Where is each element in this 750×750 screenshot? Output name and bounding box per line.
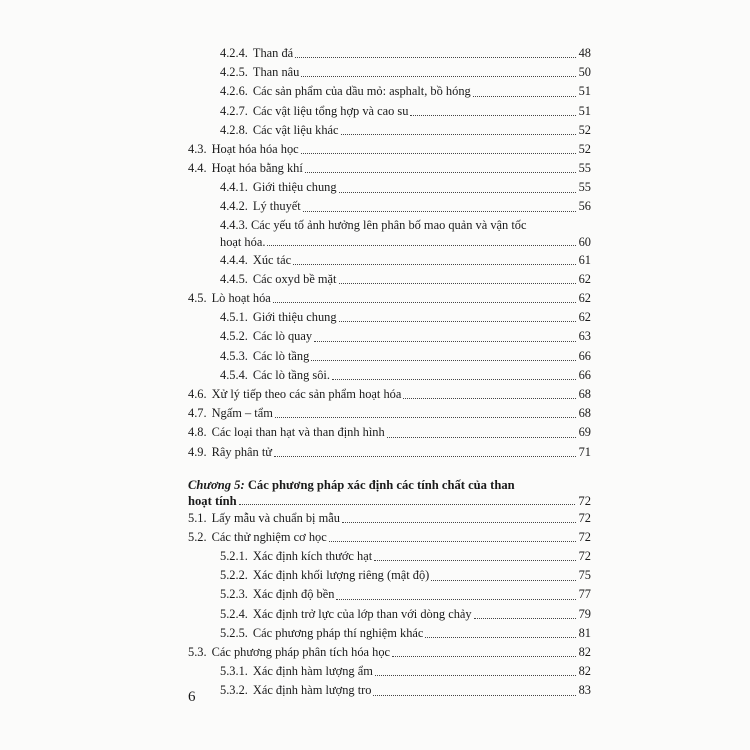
toc-entry-multiline (188, 217, 591, 251)
dot-leader (403, 398, 575, 399)
toc-entry-number: 4.8. (188, 425, 207, 440)
toc-entry-number: 4.4.4. (220, 252, 248, 267)
toc-entry-number: 4.6. (188, 386, 207, 401)
dot-leader (373, 695, 575, 696)
dot-leader (387, 437, 576, 438)
toc-entry-number: 4.2.8. (220, 122, 248, 137)
toc-entry-number: 5.2.1. (220, 549, 248, 564)
toc-entry-page: 66 (578, 367, 591, 382)
dot-leader (374, 560, 575, 561)
toc-entry-number: 4.4.2. (220, 199, 248, 214)
toc-entry-title-cont: hoạt hóa. (220, 234, 266, 249)
chapter-page: 72 (578, 493, 591, 508)
toc-entry-page: 55 (578, 161, 591, 176)
dot-leader (267, 245, 575, 246)
toc-entry-title: Các thử nghiệm cơ học (211, 529, 327, 544)
dot-leader (342, 522, 576, 523)
toc-entry-page: 52 (578, 141, 591, 156)
toc-group-b (188, 251, 591, 462)
toc-entry-page: 82 (578, 645, 591, 660)
toc-entry (188, 289, 591, 308)
table-of-contents (188, 44, 591, 701)
dot-leader (293, 264, 576, 265)
toc-entry-title: Xác định trở lực của lớp than với dòng chảy (252, 606, 472, 621)
toc-entry (188, 385, 591, 404)
toc-entry-page: 62 (578, 291, 591, 306)
toc-entry-title: Lý thuyết (252, 199, 301, 214)
toc-entry-number: 4.3. (188, 141, 207, 156)
toc-entry (188, 404, 591, 423)
toc-entry (188, 178, 591, 197)
toc-entry-page: 51 (578, 103, 591, 118)
toc-entry-number: 5.2.4. (220, 606, 248, 621)
toc-entry (188, 140, 591, 159)
toc-entry-page: 56 (578, 199, 591, 214)
toc-entry-number: 4.7. (188, 406, 207, 421)
toc-entry-line2 (220, 234, 591, 251)
toc-entry-title: Xác định hàm lượng tro (252, 683, 372, 698)
toc-entry-page: 72 (578, 529, 591, 544)
toc-entry-title: Than đá (252, 45, 294, 60)
toc-entry-title: Xác định độ bền (252, 587, 335, 602)
toc-entry-page: 60 (578, 234, 591, 249)
toc-entry (188, 566, 591, 585)
toc-entry-title: Các vật liệu tổng hợp và cao su (252, 103, 409, 118)
dot-leader (339, 321, 576, 322)
toc-entry (188, 308, 591, 327)
toc-entry-title: Xúc tác (252, 252, 292, 267)
dot-leader (425, 637, 575, 638)
toc-entry (188, 547, 591, 566)
toc-entry-number: 5.3. (188, 645, 207, 660)
toc-entry-title: Giới thiệu chung (252, 180, 337, 195)
toc-entry (188, 63, 591, 82)
toc-entry (188, 423, 591, 442)
dot-leader (275, 417, 576, 418)
toc-entry-title: Than nâu (252, 65, 300, 80)
toc-entry (188, 509, 591, 528)
dot-leader (339, 283, 576, 284)
dot-leader (305, 172, 576, 173)
toc-entry-page: 83 (578, 683, 591, 698)
toc-entry-page: 72 (578, 510, 591, 525)
toc-entry-number: 4.2.5. (220, 65, 248, 80)
toc-entry-page: 66 (578, 348, 591, 363)
toc-entry-title: Các lò quay (252, 329, 313, 344)
toc-entry-number: 5.3.1. (220, 664, 248, 679)
dot-leader (301, 76, 575, 77)
dot-leader (301, 153, 576, 154)
dot-leader (311, 360, 575, 361)
chapter-title-cont: hoạt tính (188, 493, 237, 508)
dot-leader (336, 599, 575, 600)
toc-entry-title: Các loại than hạt và than định hình (211, 425, 385, 440)
chapter-heading-line2 (188, 493, 591, 509)
toc-entry-page: 52 (578, 122, 591, 137)
toc-entry-title: Các sản phẩm của dầu mỏ: asphalt, bồ hóng (252, 84, 471, 99)
toc-entry-title: Các oxyd bề mặt (252, 271, 337, 286)
toc-entry-number: 4.4. (188, 161, 207, 176)
toc-entry-title: Các yếu tố ảnh hưởng lên phân bố mao quản và vận tốc (251, 217, 527, 232)
toc-entry-title: Giới thiệu chung (252, 310, 337, 325)
toc-entry (188, 586, 591, 605)
toc-entry-title: Xác định kích thước hạt (252, 549, 373, 564)
chapter-heading (188, 477, 591, 509)
dot-leader (473, 96, 576, 97)
toc-entry-page: 51 (578, 84, 591, 99)
dot-leader (314, 341, 576, 342)
chapter-heading-line1 (188, 477, 591, 493)
dot-leader (329, 541, 576, 542)
toc-entry (188, 251, 591, 270)
toc-entry (188, 102, 591, 121)
toc-entry-number: 4.5.4. (220, 367, 248, 382)
toc-entry-page: 62 (578, 310, 591, 325)
toc-group-a (188, 44, 591, 217)
toc-entry (188, 198, 591, 217)
toc-entry-page: 63 (578, 329, 591, 344)
dot-leader (339, 192, 576, 193)
toc-entry-number: 4.4.1. (220, 180, 248, 195)
toc-entry (188, 121, 591, 140)
dot-leader (341, 134, 576, 135)
toc-entry (188, 347, 591, 366)
toc-entry-page: 72 (578, 549, 591, 564)
toc-entry-title: Các vật liệu khác (252, 122, 339, 137)
dot-leader (474, 618, 576, 619)
toc-entry-title: Xử lý tiếp theo các sản phẩm hoạt hóa (211, 386, 402, 401)
toc-entry-page: 50 (578, 65, 591, 80)
toc-entry (188, 366, 591, 385)
toc-entry-number: 5.2.3. (220, 587, 248, 602)
dot-leader (239, 504, 576, 505)
toc-entry-title: Các phương pháp thí nghiệm khác (252, 625, 424, 640)
toc-entry-title: Hoạt hóa hóa học (211, 141, 299, 156)
toc-entry-title: Ngấm – tẩm (211, 406, 273, 421)
toc-entry-title: Lò hoạt hóa (211, 291, 271, 306)
toc-entry-page: 79 (578, 606, 591, 621)
toc-entry-number: 4.4.5. (220, 271, 248, 286)
toc-entry-number: 5.3.2. (220, 683, 248, 698)
toc-entry-page: 68 (578, 406, 591, 421)
toc-entry-title: Các lò tầng sôi. (252, 367, 330, 382)
toc-entry-number: 5.1. (188, 510, 207, 525)
chapter-label: Chương 5: (188, 477, 245, 492)
chapter-title: Các phương pháp xác định các tính chất của than (247, 477, 515, 492)
toc-entry (188, 681, 591, 700)
toc-entry-page: 77 (578, 587, 591, 602)
dot-leader (295, 57, 575, 58)
toc-entry-number: 5.2.2. (220, 568, 248, 583)
dot-leader (273, 302, 576, 303)
toc-entry (188, 662, 591, 681)
toc-entry-number: 4.5. (188, 291, 207, 306)
toc-entry (188, 643, 591, 662)
toc-entry-number: 5.2.5. (220, 625, 248, 640)
toc-entry (188, 82, 591, 101)
toc-entry-title: Xác định hàm lượng ẩm (252, 664, 373, 679)
toc-entry-page: 48 (578, 45, 591, 60)
dot-leader (303, 211, 576, 212)
dot-leader (410, 115, 575, 116)
toc-entry-page: 62 (578, 271, 591, 286)
toc-entry-page: 61 (578, 252, 591, 267)
dot-leader (332, 379, 576, 380)
toc-entry-number: 4.9. (188, 444, 207, 459)
toc-entry-page: 68 (578, 386, 591, 401)
toc-entry-page: 71 (578, 444, 591, 459)
toc-entry (188, 270, 591, 289)
toc-entry-number: 5.2. (188, 529, 207, 544)
toc-entry-number: 4.5.2. (220, 329, 248, 344)
toc-entry-title: Rây phân tử (211, 444, 272, 459)
toc-entry-page: 55 (578, 180, 591, 195)
toc-entry-page: 75 (578, 568, 591, 583)
dot-leader (274, 456, 576, 457)
toc-entry-page: 82 (578, 664, 591, 679)
dot-leader (392, 656, 576, 657)
toc-entry-title: Các phương pháp phân tích hóa học (211, 645, 391, 660)
dot-leader (375, 675, 576, 676)
toc-group-c (188, 509, 591, 701)
toc-entry-number: 4.5.1. (220, 310, 248, 325)
toc-entry-number: 4.5.3. (220, 348, 248, 363)
toc-entry-number: 4.4.3. (220, 217, 248, 232)
toc-entry (188, 605, 591, 624)
toc-entry (188, 624, 591, 643)
toc-entry (188, 443, 591, 462)
toc-entry-number: 4.2.6. (220, 84, 248, 99)
toc-entry-title: Hoạt hóa bằng khí (211, 161, 303, 176)
dot-leader (431, 580, 575, 581)
toc-entry-line1 (220, 217, 591, 234)
toc-entry-number: 4.2.4. (220, 45, 248, 60)
toc-entry-title: Xác định khối lượng riêng (mật độ) (252, 568, 430, 583)
toc-entry (188, 44, 591, 63)
toc-entry (188, 159, 591, 178)
page-number: 6 (188, 689, 196, 705)
toc-entry-page: 69 (578, 425, 591, 440)
toc-entry (188, 327, 591, 346)
toc-entry-title: Các lò tầng (252, 348, 310, 363)
toc-entry-page: 81 (578, 625, 591, 640)
toc-entry-number: 4.2.7. (220, 103, 248, 118)
toc-entry (188, 528, 591, 547)
toc-entry-title: Lấy mẫu và chuẩn bị mẫu (211, 510, 340, 525)
